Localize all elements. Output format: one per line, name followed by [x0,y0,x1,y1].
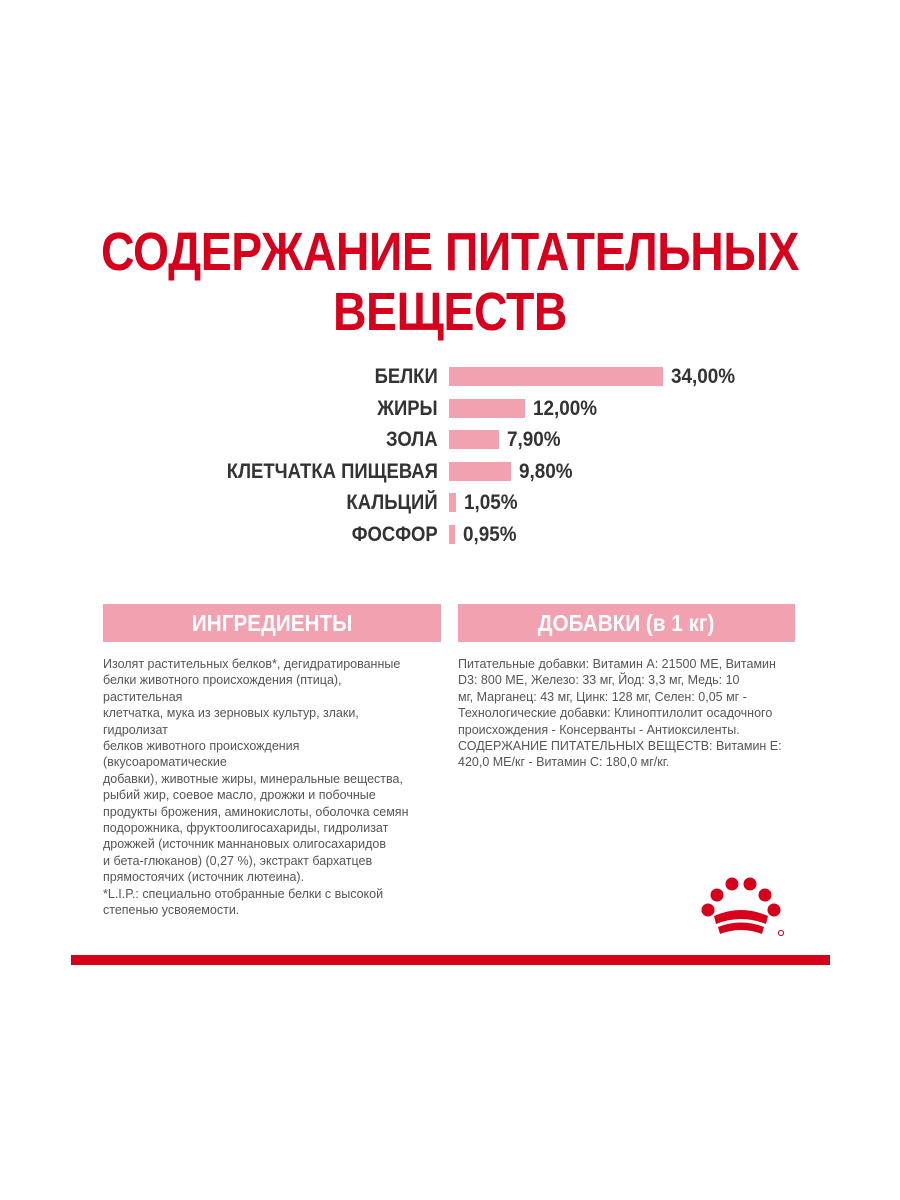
ingredients-line: белки животного происхождения (птица), растительная [103,673,342,704]
additives-heading-label: ДОБАВКИ (в 1 кг) [538,610,715,636]
ingredients-line: рыбий жир, соевое масло, дрожжи и побочные [103,788,376,803]
chart-category-label: ЖИРЫ [377,396,438,420]
chart-row [0,520,900,551]
chart-bar [449,399,525,418]
chart-bar [449,430,499,449]
ingredients-line: добавки), животные жиры, минеральные вещества, [103,771,403,786]
ingredients-line: подорожника, фруктоолигосахариды, гидролизат [103,821,389,836]
ingredients-heading [103,604,441,642]
ingredients-line: дрожжей (источник маннановых олигосахаридов [103,837,386,852]
additives-line: СОДЕРЖАНИЕ ПИТАТЕЛЬНЫХ ВЕЩЕСТВ: Витамин Е: [458,739,782,754]
ingredients-line: прямостоячих (источник лютеина). [103,870,305,885]
ingredients-heading-label: ИНГРЕДИЕНТЫ [191,610,353,636]
ingredients-line: и бета-глюканов) (0,27 %), экстракт бархатцев [103,853,373,868]
additives-line: Питательные добавки: Витамин А: 21500 МЕ, Витамин [458,657,776,671]
additives-text [458,656,798,771]
additives-line: мг, Марганец: 43 мг, Цинк: 128 мг, Селен: 0,05 мг - [458,689,747,704]
ingredients-line: степенью усвояемости. [103,903,240,918]
chart-value-label: 12,00% [532,396,597,420]
ingredients-line: Изолят растительных белков*, дегидратированные [103,657,401,671]
additives-line: 420,0 МЕ/кг - Витамин С: 180,0 мг/кг. [458,755,670,770]
additives-line: Технологические добавки: Клиноптилолит осадочного [458,706,773,721]
chart-category-label: БЕЛКИ [374,365,438,388]
chart-row [0,425,900,456]
chart-row [0,457,900,488]
chart-bar [449,493,456,512]
chart-row [0,362,900,393]
page-title [63,222,837,342]
additives-line: происхождения - Консерванты - Антиоксиленты. [458,722,740,737]
chart-bar [449,367,663,386]
ingredients-line: клетчатка, мука из зерновых культур, злаки, гидролизат [103,706,359,737]
chart-row [0,488,900,519]
chart-category-label: ЗОЛА [386,428,438,451]
royal-canin-crown-icon [700,872,788,940]
chart-category-label: КЛЕТЧАТКА ПИЩЕВАЯ [226,459,438,483]
chart-value-label: 1,05% [463,491,518,514]
title-line-1: СОДЕРЖАНИЕ ПИТАТЕЛЬНЫХ [101,222,799,282]
chart-row [0,394,900,425]
chart-value-label: 7,90% [506,428,561,451]
chart-value-label: 9,80% [518,459,573,483]
chart-category-label: КАЛЬЦИЙ [346,491,438,514]
chart-bar [449,462,511,481]
ingredients-line: белков животного происхождения (вкусоароматические [103,739,300,770]
ingredients-line: продукты брожения, аминокислоты, оболочка семян [103,804,409,819]
nutrient-bar-chart [0,362,900,562]
chart-category-label: ФОСФОР [352,522,438,546]
chart-value-label: 34,00% [671,365,736,388]
chart-value-label: 0,95% [463,522,517,546]
title-line-2: ВЕЩЕСТВ [332,282,568,342]
footer-red-line [71,955,830,965]
chart-bar [449,525,455,544]
additives-heading [458,604,795,642]
ingredients-line: *L.I.P.: специально отобранные белки с высокой [103,886,384,901]
additives-line: D3: 800 МЕ, Железо: 33 мг, Йод: 3,3 мг, Медь: 10 [458,673,740,688]
ingredients-text [103,656,418,919]
